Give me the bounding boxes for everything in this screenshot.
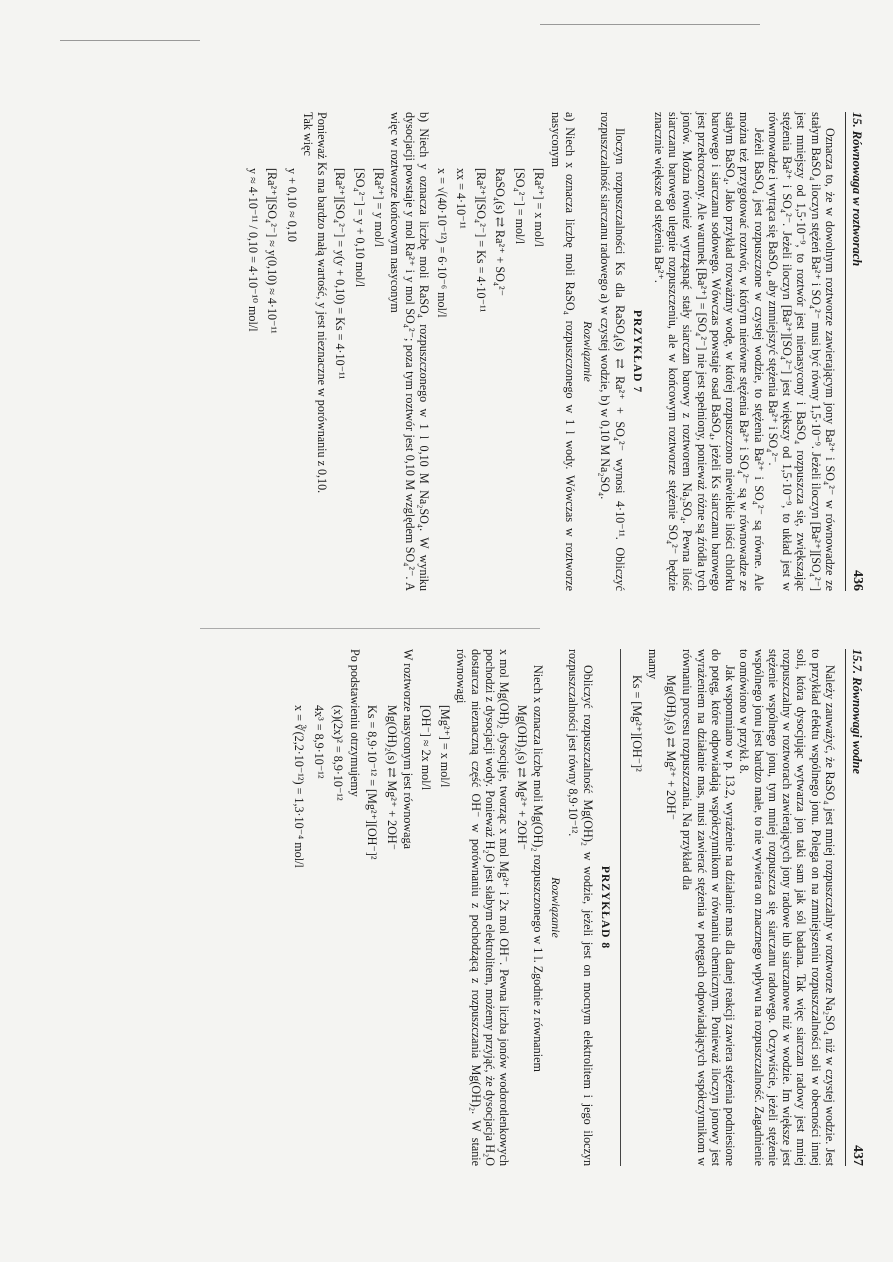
page-number: 437: [850, 1145, 865, 1166]
equation: [Ra²⁺][SO₄²⁻] = Ks = 4·10⁻¹¹: [473, 168, 488, 313]
example-heading: PRZYKŁAD 7: [630, 309, 643, 394]
equation: [SO₄²⁻] = y + 0,10 mol/l: [352, 168, 367, 288]
equation: Mg(OH)₂(s) ⇄ Mg²⁺ + 2OH⁻: [514, 705, 529, 851]
equation: [OH⁻] ≈ 2x mol/l: [418, 705, 433, 791]
divider: [620, 649, 621, 1166]
equation: [SO₄²⁻] = mol/l: [512, 168, 527, 245]
solution-label: Rozwiązanie: [549, 877, 564, 938]
page-437: [0, 631, 893, 1262]
solution-label: Rozwiązanie: [581, 321, 596, 382]
paragraph: Jeżeli BaSO₄ jest rozpuszczone w czystej wodzie, to stężenia Ba²⁺ i SO₄²⁻ są równe. Ale można też przygotować roztwór, w którym nierówne stężenia Ba²⁺ i SO₄²⁻ są w równowadze ze stałym BaSO₄. Jako przykład rozważmy wodę, w której rozpuszczono niewielkie ilości chlorku barowego i siarczanu sodowego. Wówczas powstaje osad BaSO₄, jeżeli Ks siarczanu barowego jest przekroczony. Ale warunek [Ba²⁺] = [SO₄²⁻] nie jest spełniony, ponieważ różne są źródła tych jonów. Można również wytrząsnąć stały siarczan barowy z roztworem Na₂SO₄. Pewna ilość siarczanu barowego ulegnie rozpuszczeniu, ale w końcowym roztworze stężenie SO₄²⁻ będzie znacznie większe od stężenia Ba²⁺.: [651, 112, 766, 591]
equation: y + 0,10 ≈ 0,10: [284, 168, 299, 242]
equation: [Ra²⁺] = y mol/l: [372, 168, 387, 247]
solution-part-a: a) Niech x oznacza liczbę moli RaSO₄ rozpuszczonego w 1 l wody. Wówczas w roztworze nasyconym: [548, 112, 578, 591]
equation: Ks = 8,9·10⁻¹² = [Mg²⁺][OH⁻]²: [365, 705, 380, 860]
running-header: [845, 649, 865, 1166]
equation: x = ∛(2,2·10⁻¹²) = 1,3·10⁻⁴ mol/l: [292, 705, 307, 868]
paragraph: Oznacza to, że w dowolnym roztworze zawierającym jony Ba²⁺ i SO₄²⁻ w równowadze ze stałym BaSO₄ iloczyn stężeń Ba²⁺ i SO₄²⁻ musi być równy 1,5·10⁻⁹. Jeżeli iloczyn [Ba²⁺][SO₄²⁻] jest mniejszy od 1,5·10⁻⁹, to roztwór jest nienasycony i BaSO₄ rozpuszcza się, zwiększając stężenia Ba²⁺ i SO₄²⁻. Jeżeli iloczyn [Ba²⁺][SO₄²⁻] jest większy od 1,5·10⁻⁹, to układ jest w równowadze i wytrąca się BaSO₄, aby zmniejszyć stężenia Ba²⁺ i SO₄²⁻.: [765, 112, 837, 591]
paragraph: Jak wspomniano w p. 13.2, wyrażenie na działanie mas dla danej reakcji zawiera stężenia podniesione do potęg, które odpowiadają współczynnikom w równaniu chemicznym. Ponieważ iloczyn jonowy jest wyrażeniem na działanie mas, musi zawierać stężenia w potęgach odpowiadających współczynnikom w równaniu procesu rozpuszczania. Na przykład dla: [680, 649, 738, 1166]
example-text: Obliczyć rozpuszczalność Mg(OH)₂ w wodzie, jeżeli jest on mocnym elektrolitem i jego iloczyn rozpuszczalności jest równy 8,9·10⁻¹².: [566, 649, 595, 1166]
equation: (x)(2x)² = 8,9·10⁻¹²: [331, 705, 346, 801]
paragraph: W roztworze nasyconym jest równowaga: [401, 649, 416, 849]
equation: [Ra²⁺][SO₄²⁻] = y(y + 0,10) = Ks = 4·10⁻¹¹: [333, 168, 348, 380]
equation: x = √(40·10⁻¹²) = 6·10⁻⁶ mol/l: [434, 168, 449, 318]
running-head-title: 15. Równowaga w roztworach: [850, 112, 864, 267]
paragraph: Niech x oznacza liczbę moli Mg(OH)₂ rozpuszczonego w 1 l. Zgodnie z równaniem: [531, 665, 546, 1072]
equation: RaSO₄(s) ⇄ Ra²⁺ + SO₄²⁻: [493, 168, 508, 297]
paragraph: Po podstawieniu otrzymujemy: [347, 649, 362, 797]
equation: [Mg²⁺] = x mol/l: [438, 705, 453, 788]
equation: 4x³ = 8,9·10⁻¹²: [311, 705, 326, 779]
equation: Mg(OH)₂(s) ⇄ Mg²⁺ + 2OH⁻: [384, 705, 399, 851]
paragraph: Tak więc: [301, 112, 316, 156]
equation: y ≈ 4·10⁻¹¹ / 0,10 = 4·10⁻¹⁰ mol/l: [245, 168, 260, 332]
paragraph: x mol Mg(OH)₂ dysocjuje, tworząc x mol Mg²⁺ i 2x mol OH⁻. Pewna liczba jonów wodorotlenkowych pochodzi z dysocjacji wody. Ponieważ H₂O jest słabym elektrolitem, możemy przyjąć, że dysocjacja H₂O dostarcza nieznaczną część OH⁻ w porównaniu z pochodzącą z rozpuszczania Mg(OH)₂. W stanie równowagi: [454, 649, 512, 1166]
equation: [Ra²⁺][SO₄²⁻] ≈ y(0,10) ≈ 4·10⁻¹¹: [265, 168, 280, 334]
paragraph: mamy: [646, 649, 661, 680]
example-text: Iloczyn rozpuszczalności Ks dla RaSO₄(s) ⇄ Ra²⁺ + SO₄²⁻ wynosi 4·10⁻¹¹. Obliczyć rozpuszczalność siarczanu radowego a) w czystej wodzie, b) w 0,10 M Na₂SO₄.: [598, 112, 627, 591]
paragraph: Należy zauważyć, że RaSO₄ jest mniej rozpuszczalny w roztworze Na₂SO₄ niż w czystej wodzie. Jest to przykład efektu wspólnego jonu. Polega on na zmniejszeniu rozpuszczalności soli w obecności innej soli, która dysocjując wytwarza jon taki sam jak sól badana. Tak więc siarczan radowy jest mniej rozpuszczalny w roztworach zawierających jony radowe lub siarczanowe niż w wodzie. Im większe jest stężenie wspólnego jonu, tym mniej rozpuszcza się siarczanu radowego. Oczywiście, jeżeli stężenie wspólnego jonu jest bardzo małe, to nie wywiera on znacznego wpływu na rozpuszczalność. Zagadnienie to omówiono w przykł. 8.: [737, 649, 837, 1166]
example-heading: PRZYKŁAD 8: [598, 865, 611, 950]
equation: Ks = [Mg²⁺][OH⁻]²: [630, 675, 645, 772]
solution-part-b: b) Niech y oznacza liczbę moli RaSO₄ rozpuszczonego w 1 l 0,10 M Na₂SO₄. W wyniku dysocjacji powstaje y mol Ra²⁺ i y mol SO₄²⁻; poza tym roztwór jest 0,10 M względem SO₄²⁻. A więc w roztworze końcowym nasyconym: [388, 112, 432, 591]
page-number: 436: [850, 570, 865, 591]
equation: xx = 4·10⁻¹¹: [454, 168, 469, 229]
equation: Mg(OH)₂(s) ⇄ Mg²⁺ + 2OH⁻: [664, 675, 679, 821]
equation: [Ra²⁺] = x mol/l: [532, 168, 547, 247]
running-header: [845, 112, 865, 591]
paragraph: Ponieważ Ks ma bardzo małą wartość, y jest nieznaczne w porównaniu z 0,10.: [315, 112, 330, 494]
running-head-title: 15.7. Równowagi wodne: [850, 649, 864, 775]
